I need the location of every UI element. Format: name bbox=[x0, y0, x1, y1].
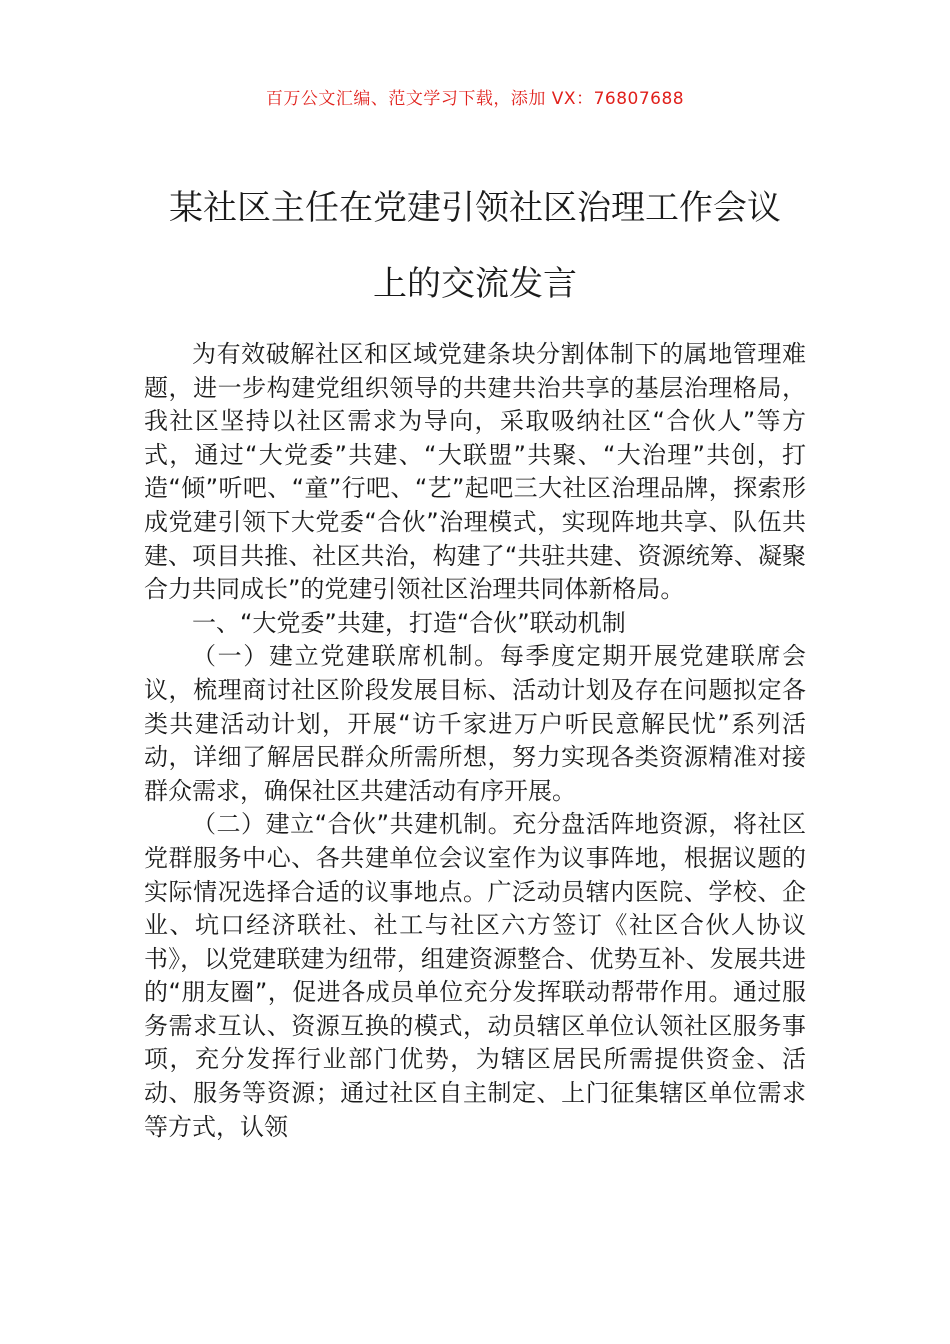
paragraph-subsection-2: （二）建立“合伙”共建机制。充分盘活阵地资源，将社区党群服务中心、各共建单位会议室作为议事阵地，根据议题的实际情况选择合适的议事地点。广泛动员辖内医院、学校、企业、坑口经济联社、社工与社区六方签订《社区合伙人协议书》，以党建联建为纽带，组建资源整合、优势互补、发展共进的“朋友圈”，促进各成员单位充分发挥联动帮带作用。通过服务需求互认、资源互换的模式，动员辖区单位认领社区服务事项，充分发挥行业部门优势，为辖区居民所需提供资金、活动、服务等资源；通过社区自主制定、上门征集辖区单位需求等方式，认领 bbox=[144, 810, 806, 1141]
document-title bbox=[130, 170, 820, 322]
title-line-2: 上的交流发言 bbox=[373, 264, 577, 304]
section-heading-1: 一、“大党委”共建，打造“合伙”联动机制 bbox=[192, 608, 626, 637]
paragraph-intro: 为有效破解社区和区域党建条块分割体制下的属地管理难题，进一步构建党组织领导的共建共治共享的基层治理格局，我社区坚持以社区需求为导向，采取吸纳社区“合伙人”等方式，通过“大党委”共建、“大联盟”共聚、“大治理”共创，打造“倾”听吧、“童”行吧、“艺”起吧三大社区治理品牌，探索形成党建引领下大党委“合伙”治理模式，实现阵地共享、队伍共建、项目共推、社区共治，构建了“共驻共建、资源统筹、凝聚合力共同成长”的党建引领社区治理共同体新格局。 bbox=[144, 340, 806, 604]
watermark-text: 百万公文汇编、范文学习下载，添加 VX：76807688 bbox=[265, 89, 685, 109]
paragraph-subsection-1: （一）建立党建联席机制。每季度定期开展党建联席会议，梳理商讨社区阶段发展目标、活动计划及存在问题拟定各类共建活动计划，开展“访千家进万户听民意解民忧”系列活动，详细了解居民群众所需所想，努力实现各类资源精准对接群众需求，确保社区共建活动有序开展。 bbox=[144, 642, 806, 805]
title-line-1: 某社区主任在党建引领社区治理工作会议 bbox=[169, 188, 781, 228]
document-body bbox=[144, 338, 806, 1144]
